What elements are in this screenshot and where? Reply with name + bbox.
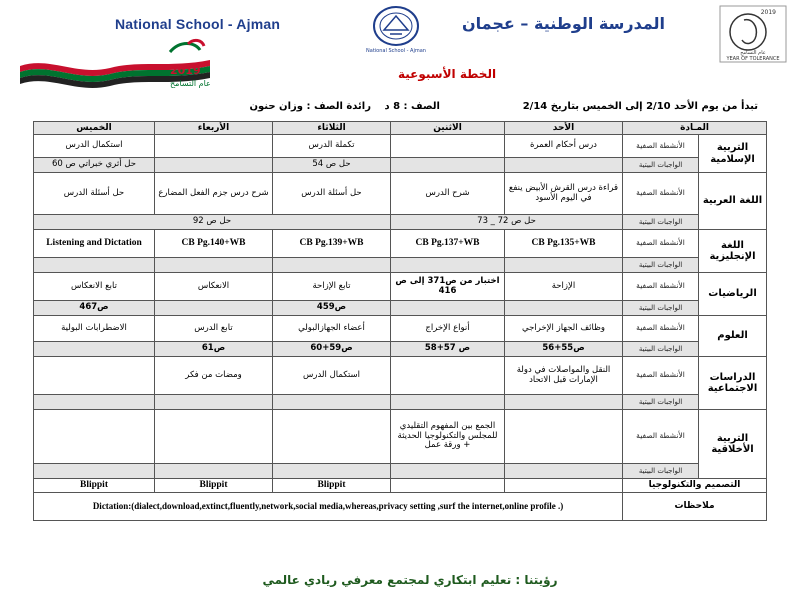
- cell: [391, 158, 505, 173]
- cell: الإزاحة: [505, 273, 623, 301]
- cell: [391, 301, 505, 316]
- table-row: [34, 493, 767, 521]
- cell: ص59+60: [273, 342, 391, 357]
- cell: [273, 464, 391, 479]
- year-number: 2019: [170, 64, 201, 77]
- cell: ص459: [273, 301, 391, 316]
- cell: [34, 410, 155, 464]
- cell: [155, 395, 273, 410]
- cell: النقل والمواصلات في دولة الإمارات قبل الاتحاد: [505, 357, 623, 395]
- school-crest-logo: [360, 4, 432, 54]
- table-row: [34, 230, 767, 258]
- cell: الجمع بين المفهوم التقليدي للمجلس والتكنولوجيا الحديثة + ورقة عمل: [391, 410, 505, 464]
- cell: حل ص 92: [34, 215, 391, 230]
- cell: [155, 158, 273, 173]
- subject-social-studies: الدراسات الاجتماعية: [699, 357, 767, 410]
- cell: [273, 258, 391, 273]
- cell: ص55+56: [505, 342, 623, 357]
- cell: الاضطرابات البولية: [34, 316, 155, 342]
- activity-label: الأنشطة الصفية: [623, 230, 699, 258]
- table-row: [34, 342, 767, 357]
- schedule-dates: تبدأ من يوم الأحد 2/10 إلى الخميس بتاريخ 2/14: [522, 101, 758, 112]
- table-header-row: [34, 122, 767, 135]
- table-row: [34, 395, 767, 410]
- cell: تكملة الدرس: [273, 135, 391, 158]
- cell: CB Pg.140+WB: [155, 230, 273, 258]
- table-row: [34, 301, 767, 316]
- subject-moral-education: التربية الأخلاقية: [699, 410, 767, 479]
- table-row: [34, 316, 767, 342]
- cell: [273, 395, 391, 410]
- notes-label: ملاحظات: [623, 493, 767, 521]
- subject-arabic: اللغة العربية: [699, 173, 767, 230]
- table-row: [34, 273, 767, 301]
- cell: [155, 410, 273, 464]
- activity-label: الأنشطة الصفية: [623, 357, 699, 395]
- year-of-tolerance-label: عام التسامح: [170, 79, 211, 88]
- school-vision: رؤيتنا : تعليم ابتكاري لمجتمع معرفي ريادي عالمي: [262, 573, 558, 587]
- table-row: [34, 464, 767, 479]
- cell: قراءة درس القرش الأبيض ينفع في اليوم الأسود: [505, 173, 623, 215]
- subject-science: العلوم: [699, 316, 767, 357]
- cell: CB Pg.139+WB: [273, 230, 391, 258]
- cell: ص 57+58: [391, 342, 505, 357]
- cell: [505, 258, 623, 273]
- cell: استكمال الدرس: [273, 357, 391, 395]
- cell: Listening and Dictation: [34, 230, 155, 258]
- cell: [505, 395, 623, 410]
- notes-text: Dictation:(dialect,download,extinct,fluently,network,social media,whereas,privacy setting ,surf the internet,online profile .): [34, 493, 623, 521]
- cell: [391, 135, 505, 158]
- cell: وظائف الجهاز الإخراجي: [505, 316, 623, 342]
- homework-label: الواجبات البيتية: [623, 395, 699, 410]
- cell: درس أحكام العمرة: [505, 135, 623, 158]
- homework-label: الواجبات البيتية: [623, 258, 699, 273]
- year-of-tolerance-flag-logo: [20, 38, 220, 88]
- cell: [391, 357, 505, 395]
- cell: [34, 464, 155, 479]
- emblem-english-label: YEAR OF TOLERANCE: [726, 56, 780, 62]
- cell: [505, 158, 623, 173]
- cell: اختبار من ص371 إلى ص 416: [391, 273, 505, 301]
- weekly-plan-title: الخطة الأسبوعية: [398, 67, 497, 81]
- cell: Blippit: [155, 479, 273, 493]
- homework-label: الواجبات البيتية: [623, 158, 699, 173]
- header-sunday: الأحد: [505, 122, 623, 135]
- emblem-arabic-label: عام التسامح: [740, 50, 766, 56]
- cell: ص467: [34, 301, 155, 316]
- year-of-tolerance-emblem: [718, 4, 788, 64]
- cell: [155, 258, 273, 273]
- cell: [391, 479, 505, 493]
- cell: حل ص 54: [273, 158, 391, 173]
- cell: شرح درس جزم الفعل المضارع: [155, 173, 273, 215]
- table-row: [34, 215, 767, 230]
- cell: تابع الإزاحة: [273, 273, 391, 301]
- cell: [34, 258, 155, 273]
- homeroom-teacher-label: رائدة الصف : وزان حنون: [249, 101, 371, 112]
- cell: CB Pg.137+WB: [391, 230, 505, 258]
- table-row: [34, 410, 767, 464]
- cell: الانعكاس: [155, 273, 273, 301]
- activity-label: الأنشطة الصفية: [623, 135, 699, 158]
- cell: حل أثري خبراتي ص 60: [34, 158, 155, 173]
- cell: [273, 410, 391, 464]
- cell: [505, 464, 623, 479]
- subject-islamic: التربية الإسلامية: [699, 135, 767, 173]
- cell: [155, 301, 273, 316]
- cell: حل ص 72 _ 73: [391, 215, 623, 230]
- cell: [155, 135, 273, 158]
- header-wednesday: الأربعاء: [155, 122, 273, 135]
- cell: [391, 258, 505, 273]
- cell: حل أسئلة الدرس: [34, 173, 155, 215]
- table-row: [34, 135, 767, 158]
- cell: Blippit: [273, 479, 391, 493]
- cell: [34, 395, 155, 410]
- page-header: [0, 0, 800, 120]
- cell: [391, 395, 505, 410]
- cell: Blippit: [34, 479, 155, 493]
- subject-math: الرياضيات: [699, 273, 767, 316]
- homework-label: الواجبات البيتية: [623, 342, 699, 357]
- cell: CB Pg.135+WB: [505, 230, 623, 258]
- header-tuesday: الثلاثاء: [273, 122, 391, 135]
- cell: [505, 479, 623, 493]
- class-label: الصف : 8 د: [384, 101, 440, 112]
- homework-label: الواجبات البيتية: [623, 215, 699, 230]
- homework-label: الواجبات البيتية: [623, 464, 699, 479]
- cell: أنواع الإخراج: [391, 316, 505, 342]
- cell: [155, 464, 273, 479]
- header-thursday: الخميس: [34, 122, 155, 135]
- subject-english: اللغة الإنجليزية: [699, 230, 767, 273]
- school-name-english: National School - Ajman: [115, 16, 281, 32]
- cell: [505, 410, 623, 464]
- cell: ص61: [155, 342, 273, 357]
- cell: أعضاء الجهازالبولي: [273, 316, 391, 342]
- cell: حل أسئلة الدرس: [273, 173, 391, 215]
- header-monday: الاثنين: [391, 122, 505, 135]
- cell: شرح الدرس: [391, 173, 505, 215]
- homework-label: الواجبات البيتية: [623, 301, 699, 316]
- cell: استكمال الدرس: [34, 135, 155, 158]
- activity-label: الأنشطة الصفية: [623, 410, 699, 464]
- cell: [34, 357, 155, 395]
- crest-caption: National School - Ajman: [366, 48, 426, 54]
- table-row: [34, 357, 767, 395]
- cell: ومضات من فكر: [155, 357, 273, 395]
- weekly-plan-table: [33, 121, 767, 521]
- cell: تابع الانعكاس: [34, 273, 155, 301]
- table-row: [34, 173, 767, 215]
- class-info: [200, 101, 440, 112]
- table-row: [34, 158, 767, 173]
- subject-design-technology: التصميم والتكنولوجيا: [623, 479, 767, 493]
- cell: تابع الدرس: [155, 316, 273, 342]
- activity-label: الأنشطة الصفية: [623, 173, 699, 215]
- header-subject: المـادة: [623, 122, 767, 135]
- activity-label: الأنشطة الصفية: [623, 273, 699, 301]
- cell: [391, 464, 505, 479]
- cell: [34, 342, 155, 357]
- cell: [505, 301, 623, 316]
- activity-label: الأنشطة الصفية: [623, 316, 699, 342]
- table-row: [34, 258, 767, 273]
- school-name-arabic: المدرسة الوطنية – عجمان: [462, 14, 666, 33]
- table-row: [34, 479, 767, 493]
- emblem-year: 2019: [760, 9, 776, 16]
